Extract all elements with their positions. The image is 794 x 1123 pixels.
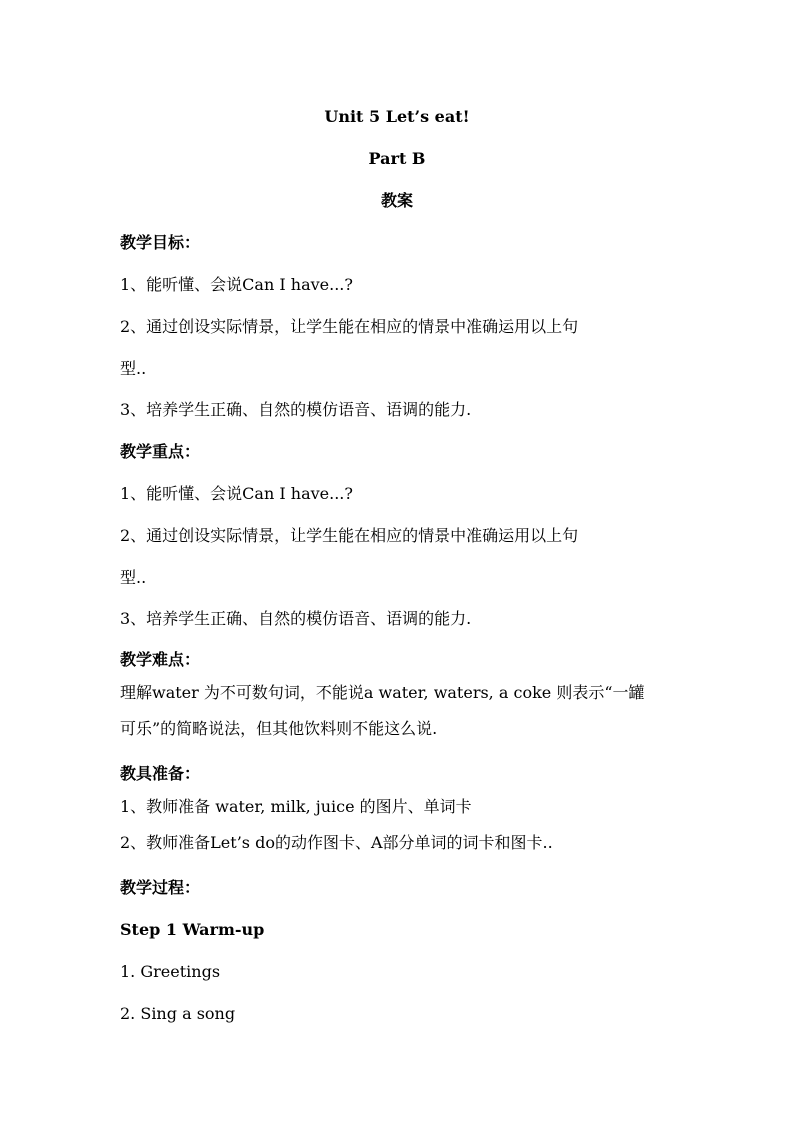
document-part: Part B: [368, 149, 426, 168]
process-step-title: Step 1 Warm-up: [120, 920, 265, 939]
objectives-heading: 教学目标：: [120, 233, 201, 252]
materials-item: 1、教师准备 water, milk, juice 的图片、单词卡: [120, 797, 472, 816]
key-points-item: 3、培养学生正确、自然的模仿语音、语调的能力.: [120, 609, 472, 628]
difficulties-item: 理解water 为不可数句词，不能说a water, waters, a coke 则表示“一罐: [120, 683, 645, 702]
materials-item: 2、教师准备Let’s do的动作图卡、A部分单词的词卡和图卡..: [120, 833, 553, 852]
key-points-item: 型..: [120, 568, 147, 587]
process-heading: 教学过程：: [120, 878, 201, 897]
objectives-item: 2、通过创设实际情景，让学生能在相应的情景中准确运用以上句: [120, 317, 579, 336]
difficulties-heading: 教学难点：: [120, 650, 201, 669]
process-item: 2. Sing a song: [120, 1004, 236, 1023]
materials-heading: 教具准备：: [120, 764, 201, 783]
objectives-item: 1、能听懂、会说Can I have...?: [120, 275, 353, 294]
process-item: 1. Greetings: [120, 962, 221, 981]
difficulties-item: 可乐”的简略说法，但其他饮料则不能这么说.: [120, 719, 438, 738]
key-points-heading: 教学重点：: [120, 442, 201, 461]
key-points-item: 2、通过创设实际情景，让学生能在相应的情景中准确运用以上句: [120, 526, 579, 545]
objectives-item: 3、培养学生正确、自然的模仿语音、语调的能力.: [120, 400, 472, 419]
key-points-item: 1、能听懂、会说Can I have...?: [120, 484, 353, 503]
document-type: 教案: [380, 191, 413, 210]
objectives-item: 型..: [120, 359, 147, 378]
document-title: Unit 5 Let’s eat!: [324, 107, 470, 126]
